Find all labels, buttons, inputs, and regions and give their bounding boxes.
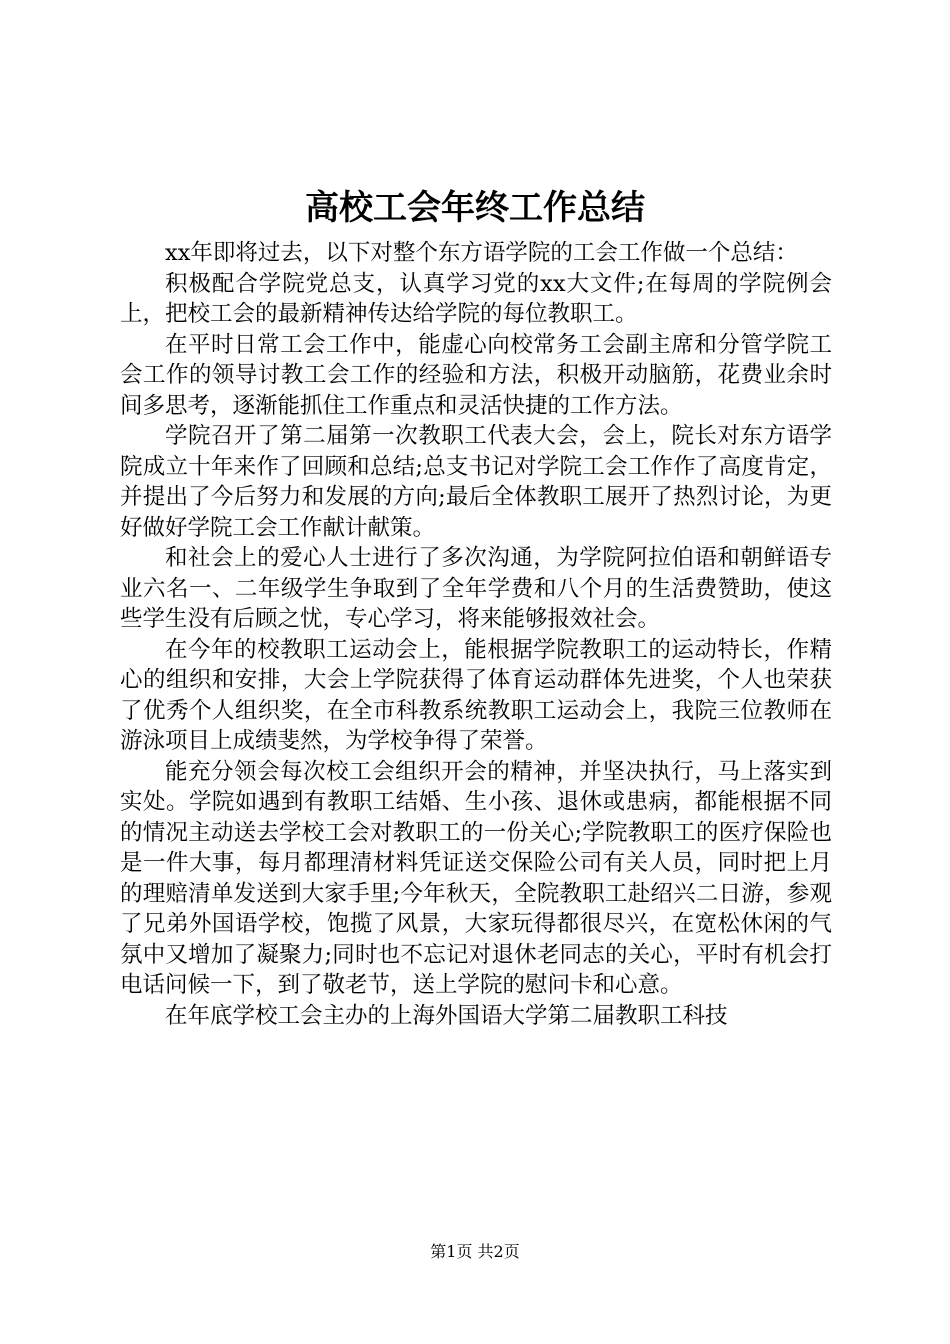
paragraph-5: 和社会上的爱心人士进行了多次沟通，为学院阿拉伯语和朝鲜语专业六名一、二年级学生争取到了全年学费和八个月的生活费赞助，使这些学生没有后顾之忧，专心学习，将来能够报效社会。 (120, 545, 832, 632)
paragraph-1: xx年即将过去，以下对整个东方语学院的工会工作做一个总结： (165, 240, 798, 266)
document-body (120, 238, 832, 1031)
paragraph-3: 在平时日常工会工作中，能虚心向校常务工会副主席和分管学院工会工作的领导讨教工会工作的经验和方法，积极开动脑筋，花费业余时间多思考，逐渐能抓住工作重点和灵活快捷的工作方法。 (120, 331, 832, 419)
paragraph-6: 在今年的校教职工运动会上，能根据学院教职工的运动特长，作精心的组织和安排，大会上学院获得了体育运动群体先进奖，个人也荣获了优秀个人组织奖，在全市科教系统教职工运动会上，我院三位教师在游泳项目上成绩斐然，为学校争得了荣誉。 (120, 636, 832, 754)
page-footer: 第1页 共2页 (430, 1242, 520, 1261)
paragraph-4: 学院召开了第二届第一次教职工代表大会，会上，院长对东方语学院成立十年来作了回顾和总结;总支书记对学院工会工作作了高度肯定，并提出了今后努力和发展的方向;最后全体教职工展开了热烈讨论，为更好做好学院工会工作献计献策。 (120, 423, 832, 541)
paragraph-8: 在年底学校工会主办的上海外国语大学第二届教职工科技 (165, 1002, 728, 1029)
paragraph-2: 积极配合学院党总支，认真学习党的xx大文件;在每周的学院例会上，把校工会的最新精神传达给学院的每位教职工。 (120, 270, 832, 327)
paragraph-7: 能充分领会每次校工会组织开会的精神，并坚决执行，马上落实到实处。学院如遇到有教职工结婚、生小孩、退休或患病，都能根据不同的情况主动送去学校工会对教职工的一份关心;学院教职工的医疗保险也是一件大事，每月都理清材料凭证送交保险公司有关人员，同时把上月的理赔清单发送到大家手里;今年秋天，全院教职工赴绍兴二日游，参观了兄弟外国语学校，饱揽了风景，大家玩得都很尽兴，在宽松休闲的气氛中又增加了凝聚力;同时也不忘记对退休老同志的关心，平时有机会打电话问候一下，到了敬老节，送上学院的慰问卡和心意。 (120, 758, 832, 998)
document-title: 高校工会年终工作总结 (305, 188, 645, 228)
